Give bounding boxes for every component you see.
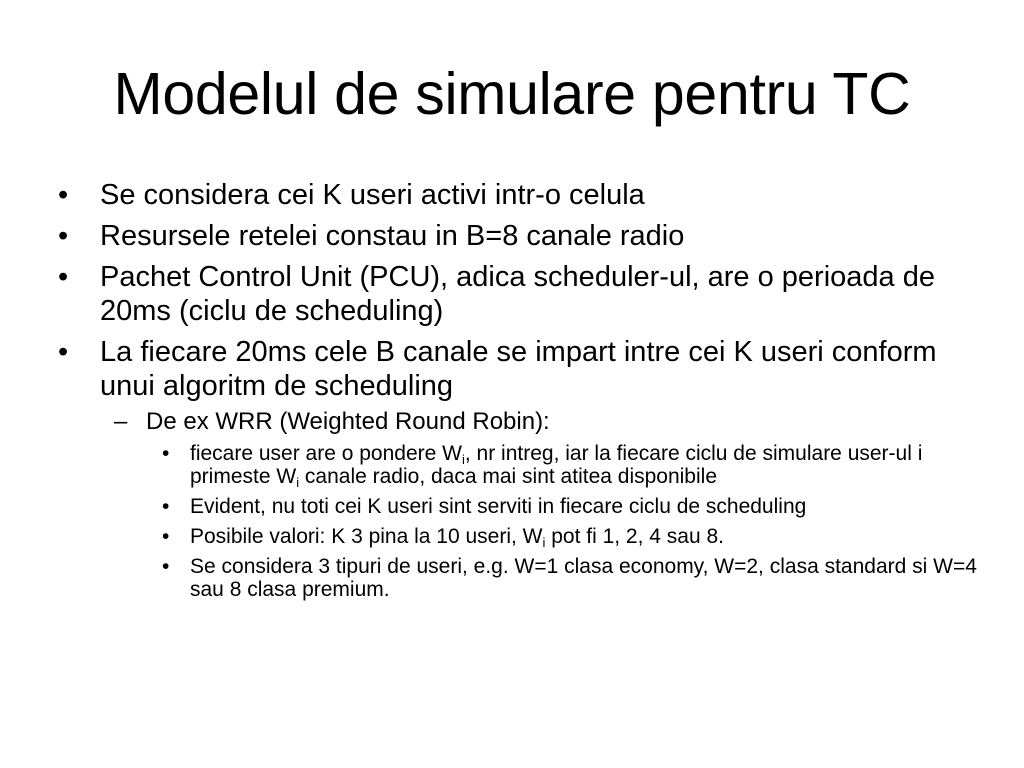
dash-icon: – <box>114 408 128 435</box>
bullet-icon: • <box>162 525 170 548</box>
sub-bullet-point <box>58 408 978 436</box>
bullet-text: La fiecare 20ms cele B canale se impart intre cei K useri conform unui algoritm de scheduling <box>100 336 937 402</box>
sub-sub-bullet-point <box>58 495 978 518</box>
bullet-text: Resursele retelei constau in B=8 canale radio <box>100 220 685 252</box>
sub-sub-bullet-text: Se considera 3 tipuri de useri, e.g. W=1 clasa economy, W=2, clasa standard si W=4 sau 8 clasa premium. <box>190 555 977 601</box>
sub-sub-bullet-text: Posibile valori: K 3 pina la 10 useri, $W_i$ pot fi 1, 2, 4 sau 8. <box>190 525 725 550</box>
bullet-icon: • <box>58 261 69 293</box>
sub-bullet-text: De ex WRR (Weighted Round Robin): <box>146 408 550 435</box>
slide-title: Modelul de simulare pentru TC <box>113 61 911 127</box>
slide-content <box>58 178 978 608</box>
bullet-point <box>58 219 978 253</box>
sub-sub-bullet-point <box>58 555 978 601</box>
bullet-icon: • <box>162 442 170 465</box>
bullet-text: Se considera cei K useri activi intr-o celula <box>100 179 645 211</box>
bullet-icon: • <box>162 495 170 518</box>
bullet-point <box>58 335 978 403</box>
bullet-icon: • <box>58 336 69 368</box>
sub-sub-bullet-point <box>58 442 978 488</box>
sub-sub-bullet-text: Evident, nu toti cei K useri sint serviti in fiecare ciclu de scheduling <box>190 495 807 518</box>
bullet-point <box>58 260 978 328</box>
bullet-icon: • <box>162 555 170 578</box>
bullet-point <box>58 178 978 212</box>
bullet-text: Pachet Control Unit (PCU), adica scheduler-ul, are o perioada de 20ms (ciclu de scheduling) <box>100 261 935 327</box>
sub-sub-bullet-text: fiecare user are o pondere $W_i$, nr intreg, iar la fiecare ciclu de simulare user-ul i primeste $W_i$ canale radio, daca mai sint atitea disponibile <box>190 442 923 490</box>
bullet-icon: • <box>58 179 69 211</box>
sub-sub-bullet-point <box>58 525 978 548</box>
bullet-icon: • <box>58 220 69 252</box>
